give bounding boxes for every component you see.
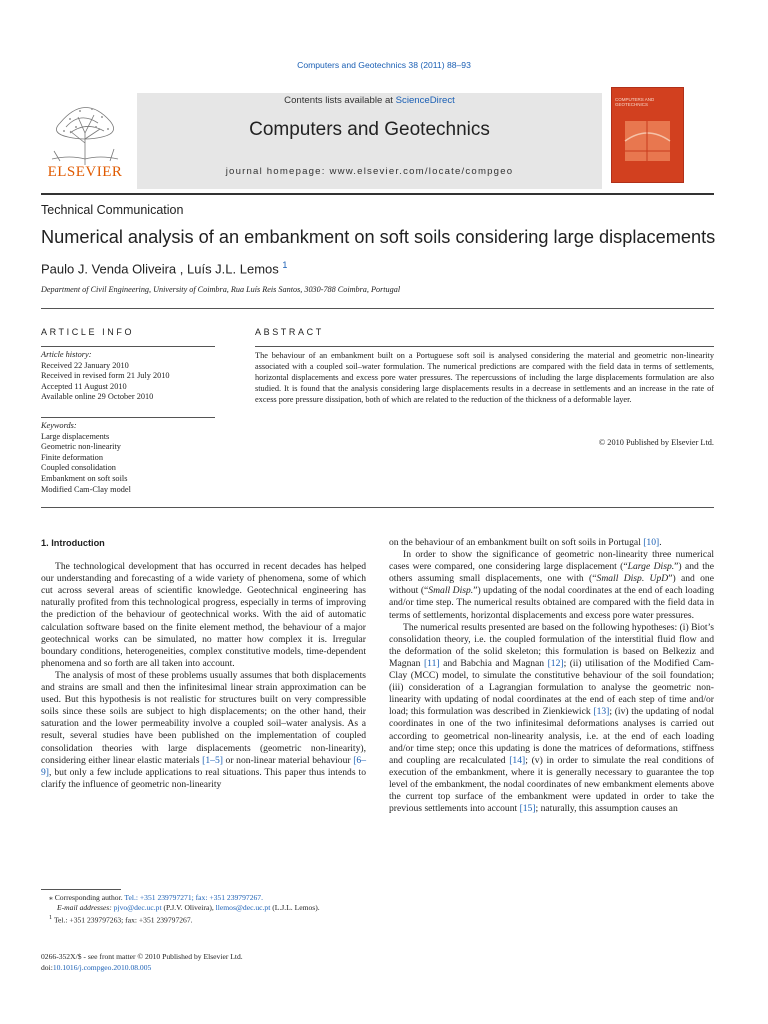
- journal-citation[interactable]: Computers and Geotechnics 38 (2011) 88–93: [297, 60, 471, 70]
- history-label: Article history:: [41, 350, 92, 359]
- body-paragraph: [389, 537, 714, 549]
- cover-title: COMPUTERS AND GEOTECHNICS: [615, 97, 655, 108]
- footnotes: [41, 893, 366, 926]
- doi-link[interactable]: 10.1016/j.compgeo.2010.08.005: [52, 963, 152, 972]
- author-2[interactable]: Luís J.L. Lemos: [187, 261, 279, 277]
- text-run: The numerical results presented are based on the following hypotheses: (i) Biot’s consolidation theory, i.e. the coupled formulation of the interstitial fluid flow and the deformation of the solid skeleton; this formulation is based on Belkeziz and Magnan: [389, 621, 714, 669]
- text-run: The analysis of most of these problems usually assumes that both displacements and strains are small and then the infinitesimal linear strain approximation can be used. But this hypothesis is not realistic for structures built on very compressible soils since these soils are subject to high displacements; on the other hand, their saturation and the lower permeability involve a coupled soil–water analysis. As a result, several studies have been published on the implementation of coupled consolidation theories with large displacements (geometric non-linearity), considering either linear elastic materials: [41, 669, 366, 766]
- text-run: ”) updating of the nodal coordinates at the end of each loading and/or time step. The numerical results obtained are compared with the field data in terms of settlements, horizontal displacements and excess pore water pressures.: [389, 585, 715, 621]
- italic-term: Large Disp.: [627, 561, 675, 573]
- body-paragraph: [41, 670, 366, 791]
- sciencedirect-link[interactable]: ScienceDirect: [395, 95, 455, 106]
- keyword-item: Finite deformation: [41, 452, 103, 462]
- contents-line: [137, 95, 602, 106]
- article-info-rule: [41, 346, 215, 347]
- reference-link[interactable]: [12]: [547, 657, 564, 669]
- text-run: ; (ii) utilisation of the Modified Cam-Clay (MCC) model, to simulate the constitutive behaviour of the soil foundation; (iii) consideration of a Lagrangian formulation to analyse the geometric non-linearity with updating of nodal coordinates at the end of each step of time and/or load; this formulation was described in Zienkiewick: [389, 657, 714, 718]
- footnote-marker: 1: [49, 914, 53, 922]
- body-left-column: [41, 537, 366, 791]
- issn-line: 0266-352X/$ - see front matter © 2010 Published by Elsevier Ltd.: [41, 952, 243, 961]
- reference-link[interactable]: [15]: [519, 803, 536, 815]
- corresponding-author-note: ⁎ Corresponding author. Tel.: +351 239797271; fax: +351 239797267.: [49, 893, 263, 902]
- journal-cover-image: [611, 87, 684, 183]
- abstract-rule: [255, 346, 714, 347]
- article-title: Numerical analysis of an embankment on soft soils considering large displacements: [41, 227, 716, 247]
- keyword-item: Embankment on soft soils: [41, 473, 128, 483]
- text-run: ”) and one without (“: [389, 573, 714, 597]
- email-note: [41, 903, 366, 913]
- phone-link[interactable]: Tel.: +351 239797271; fax: +351 239797267.: [124, 893, 263, 902]
- abstract-heading: ABSTRACT: [255, 327, 324, 337]
- section-heading: 1. Introduction: [41, 538, 105, 548]
- text-run: ”) and the others assuming small displacements, one with (“: [389, 561, 714, 585]
- affiliation: Department of Civil Engineering, University of Coimbra, Rua Luís Reis Santos, 3030-788 Coimbra, Portugal: [41, 285, 401, 294]
- doi-line: [41, 962, 366, 973]
- text-run: ; (v) in order to simulate the real conditions of execution of the embankment, where it is generally necessary to guarantee the top level of the embankment, the nodal coordinates of new embankment elements above the current top surface of the embankment were updated in order to take the previous settlements into account: [389, 754, 714, 815]
- reference-link[interactable]: [6–9]: [41, 754, 366, 778]
- text-run: (L.J.L. Lemos).: [270, 903, 320, 913]
- title-divider: [41, 308, 714, 309]
- email-link[interactable]: pjvo@dec.uc.pt: [113, 903, 162, 913]
- header-divider: [41, 193, 714, 195]
- body-paragraph: [389, 622, 714, 816]
- keywords-rule: [41, 417, 215, 418]
- author-1[interactable]: Paulo J. Venda Oliveira: [41, 261, 177, 277]
- italic-term: Small Disp.: [428, 585, 474, 597]
- keywords-label: Keywords:: [41, 421, 77, 430]
- text-run: , but only a few include applications to real situations. This paper thus intends to clarify the influence of geometric non-linearity: [41, 766, 366, 790]
- author-2-footnote-marker[interactable]: 1: [282, 260, 288, 270]
- text-run: and Babchia and Magnan: [439, 657, 548, 669]
- text-run: Tel.: +351 239797263; fax: +351 239797267.: [53, 915, 193, 925]
- text-run: In order to show the significance of geometric non-linearity three numerical cases were compared, one considering large displacement (“: [389, 549, 714, 573]
- article-info-heading: ARTICLE INFO: [41, 327, 135, 337]
- elsevier-wordmark: ELSEVIER: [47, 164, 123, 180]
- journal-homepage[interactable]: journal homepage: www.elsevier.com/locate/compgeo: [225, 166, 514, 177]
- body-paragraph: The technological development that has occurred in recent decades has helped our understanding and forecasting of a wide variety of phenomena, some of which cut across several areas of scientific knowledge. Geotechnical engineering has naturally profited from this technological progress, especially in terms of improving the prediction of the behaviour of geotechnical works. With the aid of automatic calculation software based on the finite element method, the behaviour of a major geotechnical works can be simulated, no matter how complex it is. Irregular boundary conditions, heterogeneities, complex constitutive models, time-dependent phenomena and so forth are all taken into account.: [41, 561, 366, 669]
- text-run: or non-linear material behaviour: [222, 754, 354, 766]
- abstract-copyright: © 2010 Published by Elsevier Ltd.: [598, 438, 714, 447]
- email-link[interactable]: llemos@dec.uc.pt: [215, 903, 271, 913]
- footnote-1: [41, 913, 366, 926]
- reference-link[interactable]: [10]: [643, 537, 660, 548]
- history-revised: Received in revised form 21 July 2010: [41, 371, 170, 381]
- article-info: [41, 350, 215, 403]
- reference-link[interactable]: [14]: [509, 754, 526, 766]
- history-online: Available online 29 October 2010: [41, 392, 154, 402]
- keyword-item: Geometric non-linearity: [41, 442, 121, 452]
- reference-link[interactable]: [13]: [593, 706, 610, 718]
- author-separator: ,: [179, 261, 187, 277]
- abstract-text: The behaviour of an embankment built on a Portuguese soft soil is analysed considering the material and geometric non-linearity associated with a coupled soil–water formulation. The numerical predictions are compared with the field data in terms of settlements, horizontal displacements and excess pore water pressures. The repercussions of including the large displacements formulation are also studied. It is found that the analysis considering large displacements results in a decrease in settlements and an increase in the rate of excess pore pressure dissipation, both of which are related to the reduction of the thickness of a deformable layer.: [255, 351, 714, 404]
- keyword-item: Large displacements: [41, 431, 110, 441]
- keywords-block: [41, 421, 215, 495]
- italic-term: Small Disp. UpD: [596, 573, 669, 585]
- text-run: ; (iv) the updating of nodal coordinates in one of the two infinitesimal deformations analyses is carried out according to geometrical non-linearity analysis, i.e. at the end of each loading and/or time step; once this updating is done the matrices of deformations, stiffness and coupling are recalculated: [389, 706, 714, 766]
- body-paragraph: [389, 549, 714, 622]
- history-received: Received 22 January 2010: [41, 360, 129, 370]
- text-run: .: [659, 537, 662, 548]
- contents-prefix: Contents lists available at: [284, 95, 396, 106]
- keyword-item: Coupled consolidation: [41, 463, 116, 473]
- doi-label: doi:: [41, 963, 53, 972]
- author-list: [41, 260, 287, 276]
- issn-doi-block: [41, 951, 366, 973]
- text-run: on the behaviour of an embankment built on soft soils in Portugal: [389, 537, 644, 548]
- body-right-column: [389, 537, 714, 815]
- text-run: Corresponding author.: [54, 893, 125, 902]
- text-run: ; naturally, this assumption causes an: [535, 803, 678, 815]
- text-run: (P.J.V. Oliveira),: [161, 903, 216, 913]
- email-label: E-mail addresses:: [57, 903, 114, 913]
- front-matter-divider: [41, 507, 714, 508]
- reference-link[interactable]: [11]: [423, 657, 440, 669]
- reference-link[interactable]: [1–5]: [202, 754, 223, 766]
- journal-title: Computers and Geotechnics: [249, 119, 490, 140]
- article-type: Technical Communication: [41, 203, 184, 217]
- history-accepted: Accepted 11 August 2010: [41, 381, 127, 391]
- footnote-rule: [41, 889, 121, 890]
- keyword-item: Modified Cam-Clay model: [41, 484, 131, 494]
